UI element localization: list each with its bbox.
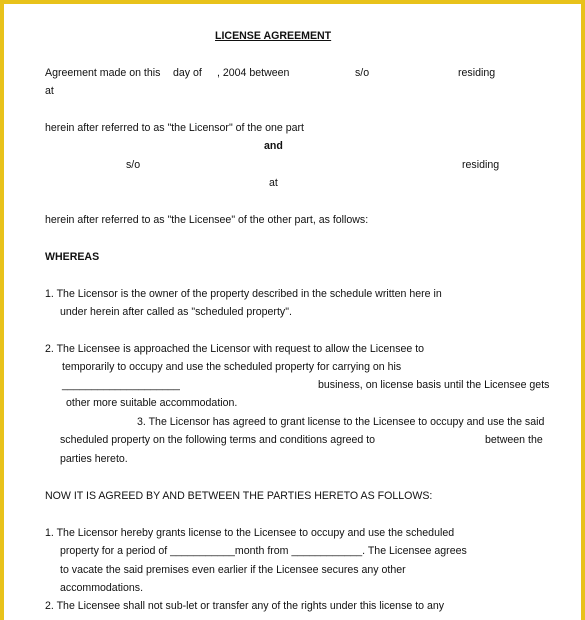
clause-1-line-1: 1. The Licensor hereby grants license to the Licensee to occupy and use the scheduled xyxy=(45,527,455,539)
document-page xyxy=(4,4,581,620)
recital-2-line-2: temporarily to occupy and use the scheduled property for carrying on his xyxy=(62,361,402,373)
recital-3-line-2: scheduled property on the following terms and conditions agreed to xyxy=(60,434,376,446)
recital-3-line-3: parties hereto. xyxy=(60,453,128,465)
party2-residing-label: residing xyxy=(462,159,500,171)
clause-2-partial: 2. The Licensee shall not sub-let or transfer any of the rights under this license to any xyxy=(45,600,445,612)
agreement-heading: NOW IT IS AGREED BY AND BETWEEN THE PARTIES HERETO AS FOLLOWS: xyxy=(45,490,433,502)
recital-2-line-1: 2. The Licensee is approached the Licensor with request to allow the Licensee to xyxy=(45,343,425,355)
recital-3-line-1: 3. The Licensor has agreed to grant license to the Licensee to occupy and use the said xyxy=(137,416,545,428)
residing-label: residing xyxy=(458,67,496,79)
clause-1-line-3: to vacate the said premises even earlier if the Licensee secures any other xyxy=(60,564,406,576)
business-blank: ____________________ xyxy=(62,379,180,391)
year-between-text: , 2004 between xyxy=(217,67,290,79)
recital-2-line-3: business, on license basis until the Licensee gets xyxy=(318,379,550,391)
clause-1-line-4: accommodations. xyxy=(60,582,144,594)
whereas-heading: WHEREAS xyxy=(45,251,100,263)
day-of-text: day of xyxy=(173,67,202,79)
licensor-definition: herein after referred to as "the Licensor" of the one part xyxy=(45,122,304,134)
licensee-definition: herein after referred to as "the Licensee" of the other part, as follows: xyxy=(45,214,369,226)
party2-son-of-label: s/o xyxy=(126,159,141,171)
recital-3-between: between the xyxy=(485,434,543,446)
and-label: and xyxy=(264,140,283,152)
recital-2-line-4: other more suitable accommodation. xyxy=(66,397,238,409)
recital-1-line-1: 1. The Licensor is the owner of the property described in the schedule written here in xyxy=(45,288,442,300)
at-label: at xyxy=(45,85,54,97)
recital-1-line-2: under herein after called as "scheduled property". xyxy=(60,306,292,318)
clause-1-line-2: property for a period of ___________month from ____________. The Licensee agrees xyxy=(60,545,467,557)
document-title: LICENSE AGREEMENT xyxy=(215,30,332,42)
son-of-label: s/o xyxy=(355,67,370,79)
agreement-date-text: Agreement made on this xyxy=(45,67,161,79)
party2-at-label: at xyxy=(269,177,278,189)
